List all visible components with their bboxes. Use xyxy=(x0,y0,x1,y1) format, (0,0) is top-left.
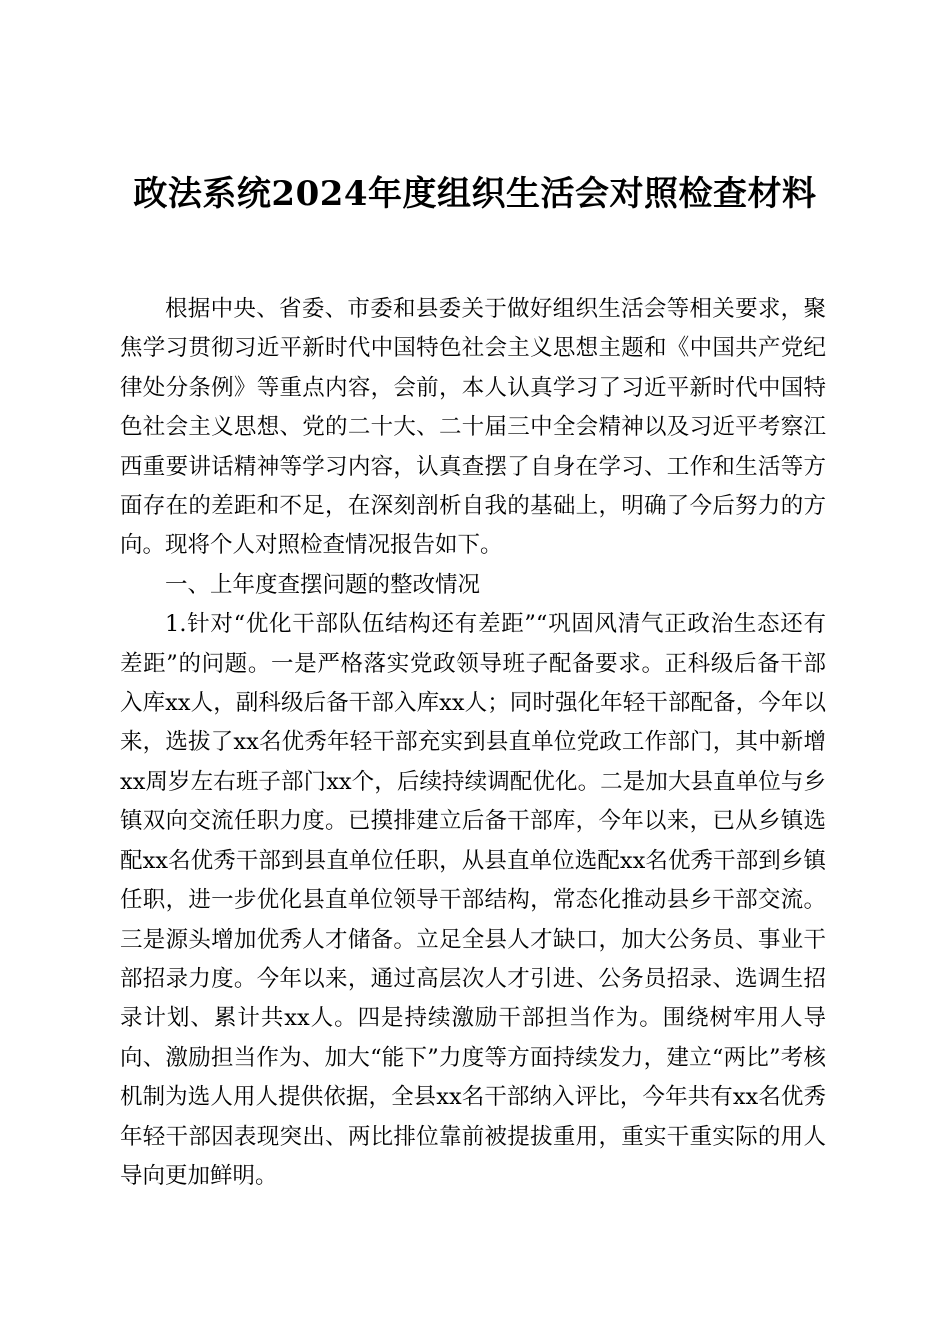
section-heading: 一、上年度查摆问题的整改情况 xyxy=(165,571,481,598)
intro-paragraph: 根据中央、省委、市委和县委关于做好组织生活会等相关要求，聚焦学习贯彻习近平新时代中国特色社会主义思想主题和《中国共产党纪律处分条例》等重点内容，会前，本人认真学习了习近平新时代中国特色社会主义思想、党的二十大、二十届三中全会精神以及习近平考察江西重要讲话精神等学习内容，认真查摆了自身在学习、工作和生活等方面存在的差距和不足，在深刻剖析自我的基础上，明确了今后努力的方向。现将个人对照检查情况报告如下。 xyxy=(120,296,826,559)
section-paragraph: 1.针对“优化干部队伍结构还有差距”“巩固风清气正政治生态还有差距”的问题。一是严格落实党政领导班子配备要求。正科级后备干部入库xx人，副科级后备干部入库xx人；同时强化年轻干部配备，今年以来，选拔了xx名优秀年轻干部充实到县直单位党政工作部门，其中新增xx周岁左右班子部门xx个，后续持续调配优化。二是加大县直单位与乡镇双向交流任职力度。已摸排建立后备干部库，今年以来，已从乡镇选配xx名优秀干部到县直单位任职，从县直单位选配xx名优秀干部到乡镇任职，进一步优化县直单位领导干部结构，常态化推动县乡干部交流。三是源头增加优秀人才储备。立足全县人才缺口，加大公务员、事业干部招录力度。今年以来，通过高层次人才引进、公务员招录、选调生招录计划、累计共xx人。四是持续激励干部担当作为。围绕树牢用人导向、激励担当作为、加大“能下”力度等方面持续发力，建立“两比”考核机制为选人用人提供依据，全县xx名干部纳入评比，今年共有xx名优秀年轻干部因表现突出、两比排位靠前被提拔重用，重实干重实际的用人导向更加鲜明。 xyxy=(120,611,826,1189)
document-body xyxy=(120,290,826,1196)
document-title: 政法系统2024年度组织生活会对照检查材料 xyxy=(133,174,817,214)
